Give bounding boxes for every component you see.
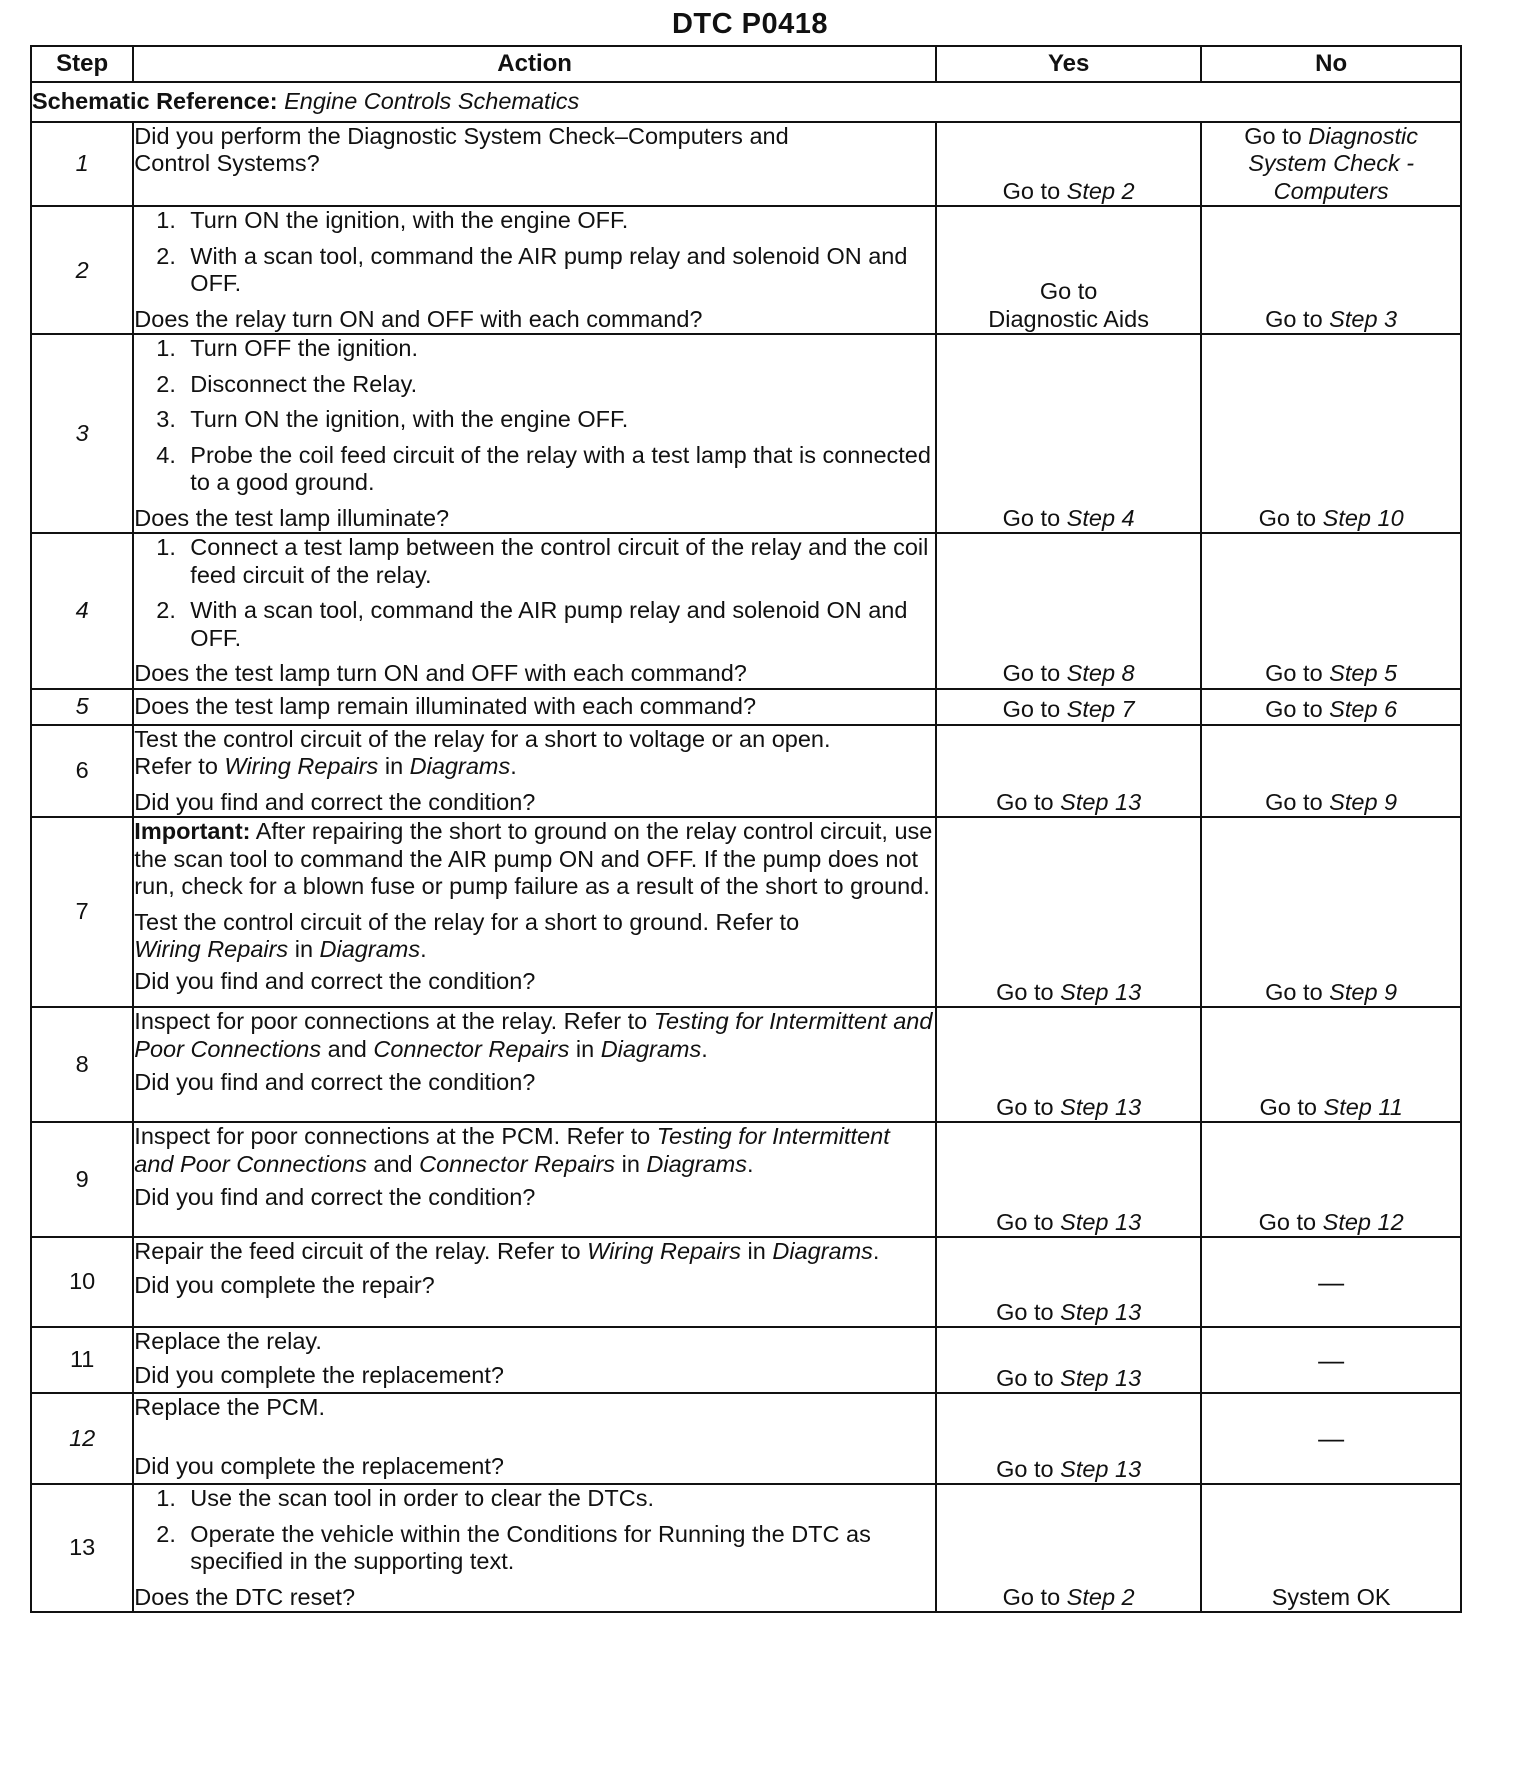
no-cell [1201, 725, 1461, 817]
list-item: 2. With a scan tool, command the AIR pump relay and solenoid ON and OFF. [156, 597, 908, 651]
yes-goto: Go to [1002, 1583, 1067, 1610]
list-item: 2. Operate the vehicle within the Conditions for Running the DTC as specified in the supporting text. [156, 1520, 871, 1575]
yes-cell [936, 1122, 1201, 1237]
list-item: 1. Turn ON the ignition, with the engine OFF. [156, 207, 629, 234]
yes-cell [936, 1237, 1201, 1327]
yes-cell [936, 122, 1201, 206]
no-cell [1201, 206, 1461, 334]
action-text: Inspect for poor connections at the relay. Refer to Testing for Intermittent and Poor Connections and Connector Repairs in Diagrams. [134, 1008, 933, 1062]
yes-step-ref: Step 13 [1060, 1298, 1142, 1325]
action-text: Replace the PCM. [134, 1394, 325, 1421]
action-cell [133, 1327, 936, 1393]
yes-cell [936, 1393, 1201, 1484]
list-item: 1. Connect a test lamp between the control circuit of the relay and the coil feed circuit of the relay. [156, 534, 929, 588]
action-cell [133, 1393, 936, 1484]
no-cell [1201, 689, 1461, 725]
yes-step-ref: Step 13 [1060, 978, 1142, 1005]
yes-goto: Go to [996, 1298, 1061, 1325]
no-ref: Step 5 [1329, 660, 1398, 687]
step-number: 6 [31, 725, 133, 817]
action-text: Inspect for poor connections at the PCM. Refer to Testing for Intermittent and Poor Connections and Connector Repairs in Diagrams. [134, 1123, 890, 1177]
action-question: Did you complete the repair? [134, 1271, 435, 1298]
action-text: Replace the relay. [134, 1328, 322, 1355]
yes-step-ref: Step 2 [1066, 177, 1135, 204]
action-question: Did you find and correct the condition? [134, 1069, 536, 1096]
step-number: 9 [31, 1122, 133, 1237]
yes-cell [936, 1484, 1201, 1612]
page-title: DTC P0418 [671, 8, 828, 40]
list-item: 4. Probe the coil feed circuit of the relay with a test lamp that is connected to a good ground. [156, 441, 931, 496]
action-cell [133, 1007, 936, 1122]
header-yes: Yes [936, 46, 1201, 82]
table-row [31, 1327, 1461, 1393]
yes-goto: Go to [996, 1093, 1061, 1120]
no-ref: Step 10 [1322, 504, 1404, 531]
table-row [31, 725, 1461, 817]
table-row [31, 1007, 1461, 1122]
yes-goto: Go to [1002, 660, 1067, 687]
yes-step-ref: Step 13 [1060, 788, 1142, 815]
action-question: Did you complete the replacement? [134, 1361, 504, 1388]
step-number: 3 [31, 334, 133, 533]
action-cell [133, 334, 936, 533]
action-text: Did you perform the Diagnostic System Check–Computers and [134, 123, 789, 149]
yes-step-ref: Step 4 [1066, 504, 1135, 531]
step-number: 1 [31, 122, 133, 206]
yes-ref: Diagnostic Aids [988, 305, 1149, 332]
step-number: 2 [31, 206, 133, 334]
table-row [31, 1122, 1461, 1237]
no-ref: Diagnostic [1308, 123, 1419, 149]
step-number: 12 [31, 1393, 133, 1484]
header-step: Step [31, 46, 133, 82]
no-goto: Go to [1265, 696, 1330, 723]
action-cell [133, 206, 936, 334]
action-question: Does the relay turn ON and OFF with each command? [134, 305, 703, 332]
no-goto: Go to [1258, 504, 1323, 531]
yes-step-ref: Step 8 [1066, 660, 1135, 687]
yes-cell [936, 817, 1201, 1007]
list-item: 1. Turn OFF the ignition. [156, 335, 418, 362]
yes-goto: Go to [1002, 177, 1067, 204]
action-cell [133, 817, 936, 1007]
action-question: Control Systems? [134, 150, 320, 177]
no-ref: Step 12 [1322, 1208, 1404, 1235]
yes-cell [936, 206, 1201, 334]
table-row [31, 689, 1461, 725]
action-question: Does the test lamp illuminate? [134, 504, 450, 531]
action-text: Test the control circuit of the relay for a short to ground. Refer to Wiring Repairs in Diagrams. [134, 908, 800, 963]
no-goto: Go to [1265, 660, 1330, 687]
yes-step-ref: Step 13 [1060, 1364, 1142, 1391]
yes-goto: Go to [1039, 278, 1098, 305]
list-item: 3. Turn ON the ignition, with the engine OFF. [156, 406, 629, 433]
yes-goto: Go to [996, 788, 1061, 815]
no-ref: Computers [1273, 177, 1389, 204]
no-ref: Step 9 [1329, 788, 1398, 815]
list-item: 1. Use the scan tool in order to clear the DTCs. [156, 1485, 654, 1512]
no-cell: — [1201, 1237, 1461, 1327]
yes-step-ref: Step 2 [1066, 1583, 1135, 1610]
no-goto: Go to [1258, 1208, 1323, 1235]
table-row [31, 122, 1461, 206]
yes-cell [936, 334, 1201, 533]
table-row [31, 1237, 1461, 1327]
step-number: 11 [31, 1327, 133, 1393]
yes-step-ref: Step 7 [1066, 696, 1135, 723]
important-note: Important: After repairing the short to ground on the relay control circuit, use the scan tool to command the AIR pump ON and OFF. If the pump does not run, check for a blown fuse or pump failure as a result of the short to ground. [134, 818, 933, 900]
table-row [31, 533, 1461, 688]
action-question: Does the test lamp remain illuminated with each command? [134, 692, 757, 719]
step-number: 5 [31, 689, 133, 725]
action-question: Did you complete the replacement? [134, 1452, 504, 1479]
yes-cell [936, 725, 1201, 817]
schematic-label: Schematic Reference: [32, 88, 278, 115]
no-cell [1201, 817, 1461, 1007]
header-row [31, 46, 1461, 82]
no-goto: Go to [1265, 978, 1330, 1005]
schematic-row [31, 82, 1461, 122]
list-item: 2. With a scan tool, command the AIR pump relay and solenoid ON and OFF. [156, 242, 908, 297]
yes-goto: Go to [1002, 696, 1067, 723]
table-row [31, 1484, 1461, 1612]
header-action: Action [133, 46, 936, 82]
action-text: Repair the feed circuit of the relay. Refer to Wiring Repairs in Diagrams. [134, 1238, 880, 1265]
schematic-value: Engine Controls Schematics [284, 88, 580, 115]
action-cell [133, 1122, 936, 1237]
no-cell [1201, 1007, 1461, 1122]
no-cell [1201, 122, 1461, 206]
action-question: Did you find and correct the condition? [134, 1184, 536, 1211]
action-cell [133, 122, 936, 206]
no-goto: Go to [1244, 123, 1309, 149]
action-cell [133, 1484, 936, 1612]
action-question: Did you find and correct the condition? [134, 967, 536, 994]
no-cell: System OK [1201, 1484, 1461, 1612]
no-ref: Step 3 [1329, 305, 1398, 332]
action-question: Does the test lamp turn ON and OFF with each command? [134, 660, 747, 687]
no-cell [1201, 334, 1461, 533]
action-cell [133, 533, 936, 688]
table-row [31, 1393, 1461, 1484]
no-cell [1201, 1122, 1461, 1237]
yes-step-ref: Step 13 [1060, 1455, 1142, 1482]
yes-step-ref: Step 13 [1060, 1093, 1142, 1120]
diagnostic-table [30, 45, 1462, 1613]
no-goto: Go to [1265, 305, 1330, 332]
no-ref: System Check - [1248, 150, 1415, 177]
action-question: Did you find and correct the condition? [134, 788, 536, 815]
action-text: Test the control circuit of the relay for a short to voltage or an open. Refer to Wiring Repairs in Diagrams. [134, 725, 831, 780]
header-no: No [1201, 46, 1461, 82]
step-number: 13 [31, 1484, 133, 1612]
no-goto: Go to [1265, 788, 1330, 815]
yes-goto: Go to [996, 978, 1061, 1005]
table-row [31, 206, 1461, 334]
step-number: 7 [31, 817, 133, 1007]
no-ref: Step 9 [1329, 978, 1398, 1005]
step-number: 10 [31, 1237, 133, 1327]
no-ref: Step 6 [1329, 696, 1398, 723]
table-row [31, 334, 1461, 533]
no-ref: Step 11 [1323, 1093, 1403, 1120]
no-cell [1201, 533, 1461, 688]
yes-step-ref: Step 13 [1060, 1208, 1142, 1235]
yes-goto: Go to [996, 1455, 1061, 1482]
yes-cell [936, 689, 1201, 725]
yes-cell [936, 533, 1201, 688]
list-item: 2. Disconnect the Relay. [156, 370, 418, 397]
yes-goto: Go to [996, 1208, 1061, 1235]
step-number: 4 [31, 533, 133, 688]
no-cell: — [1201, 1393, 1461, 1484]
yes-goto: Go to [1002, 504, 1067, 531]
no-cell: — [1201, 1327, 1461, 1393]
yes-cell [936, 1327, 1201, 1393]
action-cell [133, 1237, 936, 1327]
action-question: Does the DTC reset? [134, 1583, 356, 1610]
action-cell [133, 689, 936, 725]
yes-goto: Go to [996, 1364, 1061, 1391]
table-row [31, 817, 1461, 1007]
schematic-reference [31, 82, 1461, 122]
action-cell [133, 725, 936, 817]
no-goto: Go to [1259, 1093, 1324, 1120]
yes-cell [936, 1007, 1201, 1122]
step-number: 8 [31, 1007, 133, 1122]
